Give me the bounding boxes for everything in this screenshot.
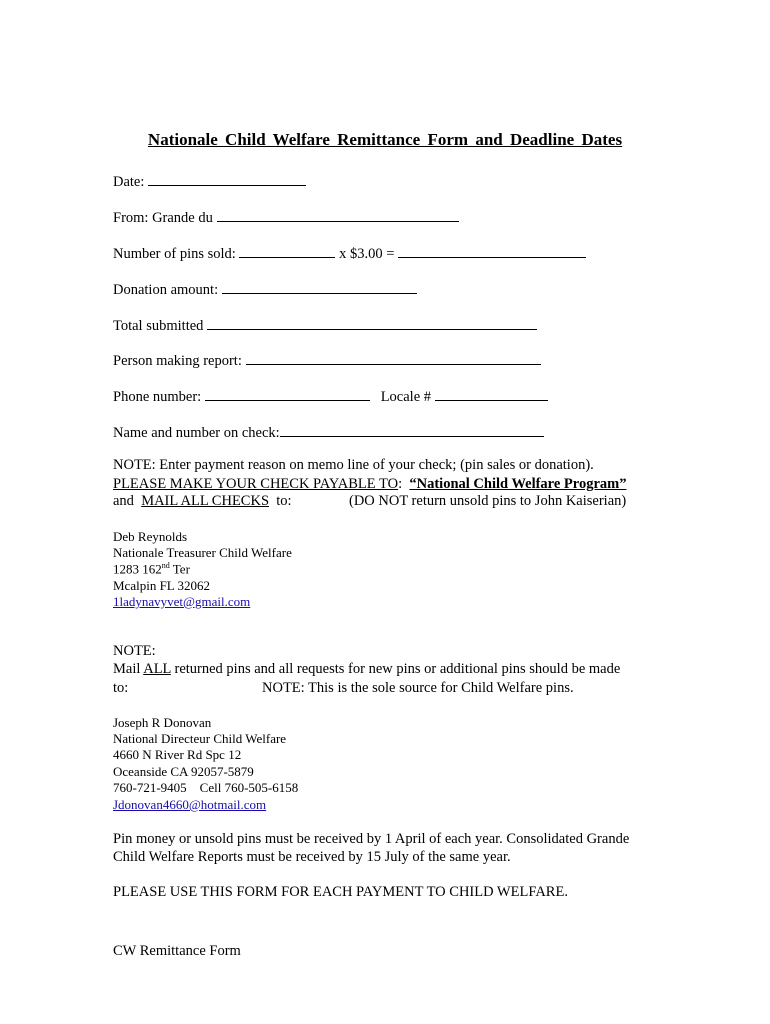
check-label: Name and number on check: xyxy=(113,425,280,441)
director-email-link[interactable]: Jdonovan4660@hotmail.com xyxy=(113,797,267,812)
pins-multiplier: x $3.00 = xyxy=(339,246,395,262)
donation-row xyxy=(113,279,417,299)
page-title: Nationale Child Welfare Remittance Form and Deadline Dates xyxy=(147,130,623,149)
treasurer-title: Nationale Treasurer Child Welfare xyxy=(113,545,292,560)
director-name: Joseph R Donovan xyxy=(113,715,212,730)
pins-total-field[interactable] xyxy=(398,243,586,258)
date-label: Date: xyxy=(113,174,145,190)
locale-field[interactable] xyxy=(435,386,548,401)
note2-heading: NOTE: xyxy=(113,643,156,659)
total-field[interactable] xyxy=(207,315,537,330)
phone-label: Phone number: xyxy=(113,389,202,405)
total-row xyxy=(113,315,537,335)
phone-field[interactable] xyxy=(205,386,370,401)
note2-sole-source: NOTE: This is the sole source for Child Welfare pins. xyxy=(262,680,574,696)
director-address-1: 4660 N River Rd Spc 12 xyxy=(113,747,242,762)
director-address-2: Oceanside CA 92057-5879 xyxy=(113,764,254,779)
treasurer-street-suffix: nd xyxy=(161,561,170,570)
payable-colon: : xyxy=(398,476,403,492)
payable-prefix: PLEASE MAKE YOUR CHECK PAYABLE TO xyxy=(113,476,399,492)
person-label: Person making report: xyxy=(113,353,242,369)
from-row xyxy=(113,207,459,227)
from-label: From: Grande du xyxy=(113,210,213,226)
treasurer-email-link[interactable]: 1ladynavyvet@gmail.com xyxy=(113,594,251,609)
deadline-line-2: Child Welfare Reports must be received by 15 July of the same year. xyxy=(113,849,511,865)
from-field[interactable] xyxy=(217,207,459,222)
note2-rest: returned pins and all requests for new pins or additional pins should be made xyxy=(174,661,621,677)
footer-label: CW Remittance Form xyxy=(113,943,241,959)
treasurer-address-1 xyxy=(113,561,190,577)
note2-body xyxy=(113,661,620,678)
note2-to: to: xyxy=(113,680,129,696)
director-title: National Directeur Child Welfare xyxy=(113,731,287,746)
mail-to: to: xyxy=(276,493,292,509)
donation-field[interactable] xyxy=(222,279,417,294)
note2-all: ALL xyxy=(143,661,171,677)
note-memo: NOTE: Enter payment reason on memo line of your check; (pin sales or donation). xyxy=(113,457,594,473)
total-label: Total submitted xyxy=(113,318,204,334)
mail-and: and xyxy=(113,493,134,509)
phone-row xyxy=(113,386,548,406)
person-row xyxy=(113,350,541,370)
treasurer-street-type: Ter xyxy=(169,561,190,577)
treasurer-address-2: Mcalpin FL 32062 xyxy=(113,578,211,593)
locale-label: Locale # xyxy=(380,389,432,405)
director-phones xyxy=(113,780,298,796)
person-field[interactable] xyxy=(246,350,541,365)
payable-program: “National Child Welfare Program” xyxy=(409,476,627,492)
pins-row xyxy=(113,243,586,263)
date-field[interactable] xyxy=(148,171,306,186)
check-field[interactable] xyxy=(280,422,544,437)
mail-row xyxy=(113,493,292,510)
director-phone: 760-721-9405 xyxy=(113,780,187,795)
deadline-line-1: Pin money or unsold pins must be received by 1 April of each year. Consolidated Grande xyxy=(113,831,630,847)
donation-label: Donation amount: xyxy=(113,282,219,298)
note2-mail: Mail xyxy=(113,661,141,677)
treasurer-name: Deb Reynolds xyxy=(113,529,188,544)
mail-all-checks: MAIL ALL CHECKS xyxy=(141,493,270,509)
director-cell: Cell 760-505-6158 xyxy=(199,780,299,795)
pins-field[interactable] xyxy=(239,243,335,258)
please-use-note: PLEASE USE THIS FORM FOR EACH PAYMENT TO CHILD WELFARE. xyxy=(113,884,568,900)
date-row xyxy=(113,171,306,191)
pins-label: Number of pins sold: xyxy=(113,246,236,262)
check-row xyxy=(113,422,544,442)
do-not-return: (DO NOT return unsold pins to John Kaiserian) xyxy=(349,493,627,509)
payable-row xyxy=(113,476,626,493)
treasurer-street-number: 1283 162 xyxy=(113,561,162,577)
